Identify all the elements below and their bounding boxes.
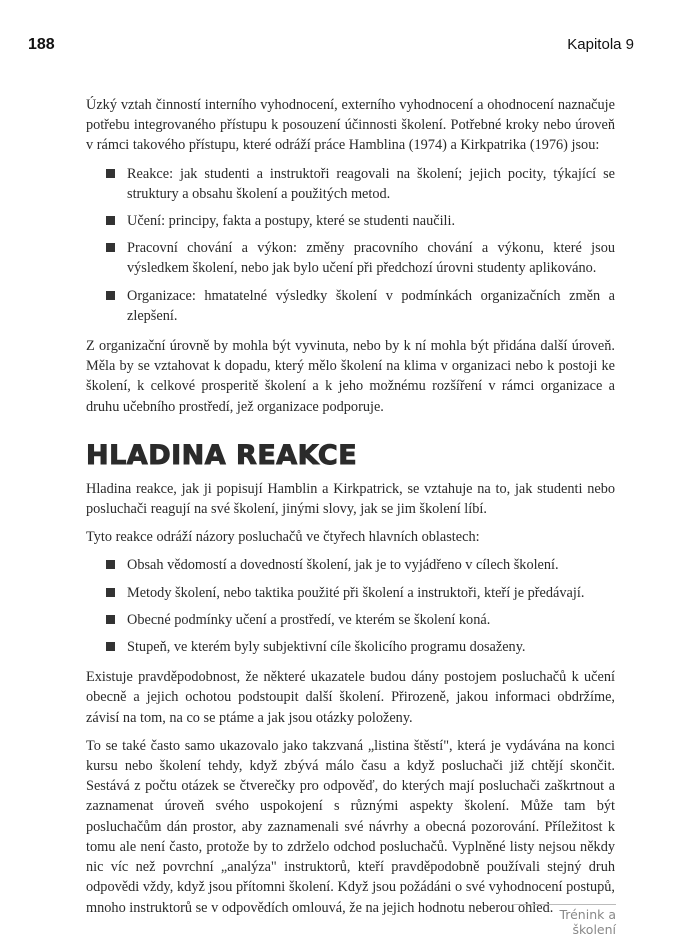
closing-paragraph: Z organizační úrovně by mohla být vyvinuta, nebo by k ní mohla být přidána další úroveň. Měla by se vztahovat k dopadu, který mělo školení na klima v organizaci nebo k postoji ke školení, k celkové prosperitě školení a k jeho možnému rozšíření v rámci organizace a druhu učebního prostředí, jež organizace podporuje. [86,338,615,415]
section-paragraph: Existuje pravděpodobnost, že některé ukazatele budou dány postojem posluchačů k učení obecně a jejich ochotou podstoupit další školení. Přirozeně, jakou informaci obdržíme, závisí na tom, na co se ptáme a jak jsou otázky položeny. [86,669,615,726]
list-item-text: Učení: principy, fakta a postupy, které se studenti naučili. [127,213,456,230]
bullet-square-icon [106,642,115,651]
page-number: 188 [28,36,55,53]
bullet-square-icon [106,169,115,178]
chapter-title: Kapitola 9 [567,36,634,53]
list-item [86,164,615,204]
list-item-text: Obecné podmínky učení a prostředí, ve kterém se školení koná. [127,611,491,628]
levels-list [86,164,615,326]
section-paragraph: Hladina reakce, jak ji popisují Hamblin a Kirkpatrick, se vztahuje na to, jak studenti nebo posluchači reagují na své školení, jinými slovy, jak se jim školení líbí. [86,480,615,518]
bullet-square-icon [106,243,115,252]
bullet-square-icon [106,560,115,569]
page-body [86,95,615,926]
bullet-square-icon [106,216,115,225]
list-item [86,211,615,231]
footer-book-title: Trénink a školení [512,904,616,937]
list-item-text: Pracovní chování a výkon: změny pracovního chování a výkonu, které jsou výsledkem školení, nebo jak bylo učení při předchozí úrovni studenty aplikováno. [127,240,615,277]
intro-paragraph: Úzký vztah činností interního vyhodnocení, externího vyhodnocení a ohodnocení naznačuje potřebu integrovaného přístupu k posouzení účinnosti školení. Potřebné kroky nebo úroveň v rámci takového přístupu, které odráží práce Hamblina (1974) a Kirkpatrika (1976) jsou: [86,97,615,154]
section-paragraph: Tyto reakce odráží názory posluchačů ve čtyřech hlavních oblastech: [86,529,480,546]
list-item-text: Reakce: jak studenti a instruktoři reagovali na školení; jejich pocity, týkající se struktury a obsahu školení a použitých metod. [127,165,615,202]
section-paragraph: To se také často samo ukazovalo jako takzvaná „listina štěstí", která je vydávána na konci kursu nebo školení tehdy, když zbývá málo času a když posluchači již chtějí skončit. Sestává z počtu otázek se čtverečky pro odpověď, do kterých mají posluchači zaškrtnout a zaznamenat úroveň svého uspokojení s různými aspekty školení. Může tam být posluchačům dán prostor, aby zaznamenali své návrhy a obecná pozorování. Příležitost k tomu ale není často, protože by to zdrželo odchod posluchačů. Vyplněné listy nejsou někdy nic víc než povrchní „analýza" instruktorů, kteří pravděpodobně používali stejný druh odpovědi vždy, když jsou přítomni školení. Když jsou požádáni o své vyhodnocení postupů, mnoho instruktorů se v odpovědích omlouvá, že na jejich hodnotu neberou ohled. [86,737,615,916]
bullet-square-icon [106,588,115,597]
list-item-text: Metody školení, nebo taktika použité při školení a instruktoři, kteří je předávají. [127,584,585,601]
areas-list [86,555,615,657]
list-item [86,286,615,326]
bullet-square-icon [106,291,115,300]
list-item [86,583,615,603]
list-item-text: Stupeň, ve kterém byly subjektivní cíle školicího programu dosaženy. [127,639,526,656]
section-heading: HLADINA REAKCE [86,439,358,471]
list-item [86,637,615,657]
list-item [86,555,615,575]
list-item [86,610,615,630]
list-item [86,238,615,278]
bullet-square-icon [106,615,115,624]
list-item-text: Obsah vědomostí a dovedností školení, jak je to vyjádřeno v cílech školení. [127,557,559,574]
list-item-text: Organizace: hmatatelné výsledky školení v podmínkách organizačních změn a zlepšení. [127,287,615,324]
